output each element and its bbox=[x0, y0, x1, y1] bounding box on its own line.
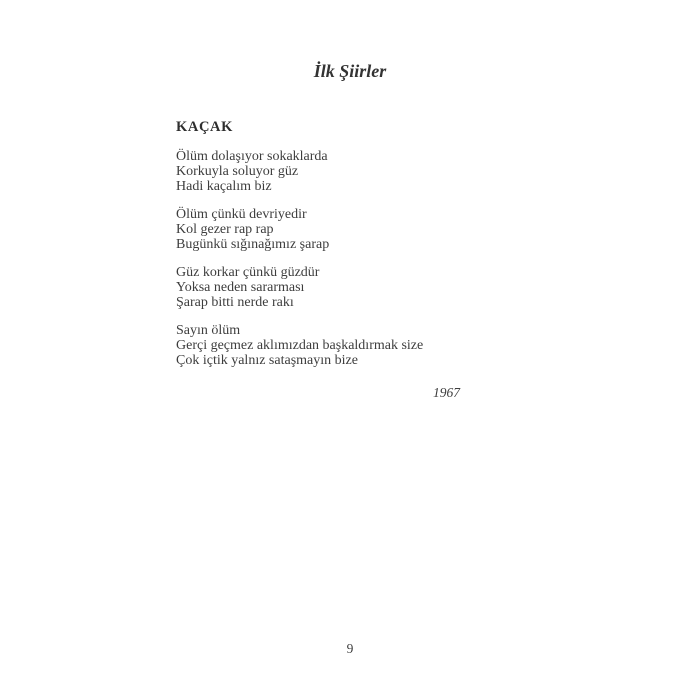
section-title: İlk Şiirler bbox=[313, 61, 387, 81]
stanza-2 bbox=[176, 207, 423, 252]
poem-line: Ölüm dolaşıyor sokaklarda bbox=[176, 149, 328, 164]
poem-line: Kol gezer rap rap bbox=[176, 222, 274, 237]
page-number: 9 bbox=[346, 641, 354, 656]
poem-line: Çok içtik yalnız sataşmayın bize bbox=[176, 353, 358, 368]
poem-title: KAÇAK bbox=[176, 119, 233, 135]
stanza-3 bbox=[176, 265, 423, 310]
poem-line: Bugünkü sığınağımız şarap bbox=[176, 237, 330, 252]
poem-line: Yoksa neden sararması bbox=[176, 280, 305, 295]
poem-line: Ölüm çünkü devriyedir bbox=[176, 207, 307, 222]
poem-body bbox=[176, 149, 423, 381]
stanza-4 bbox=[176, 323, 423, 368]
poem-line: Korkuyla soluyor güz bbox=[176, 164, 299, 179]
poem-date: 1967 bbox=[433, 385, 460, 400]
poem-line: Güz korkar çünkü güzdür bbox=[176, 265, 320, 280]
stanza-1 bbox=[176, 149, 423, 194]
poem-line: Hadi kaçalım biz bbox=[176, 179, 272, 194]
poem-line: Gerçi geçmez aklımızdan başkaldırmak size bbox=[176, 338, 424, 353]
poem-line: Şarap bitti nerde rakı bbox=[176, 295, 294, 310]
poem-line: Sayın ölüm bbox=[176, 323, 241, 338]
